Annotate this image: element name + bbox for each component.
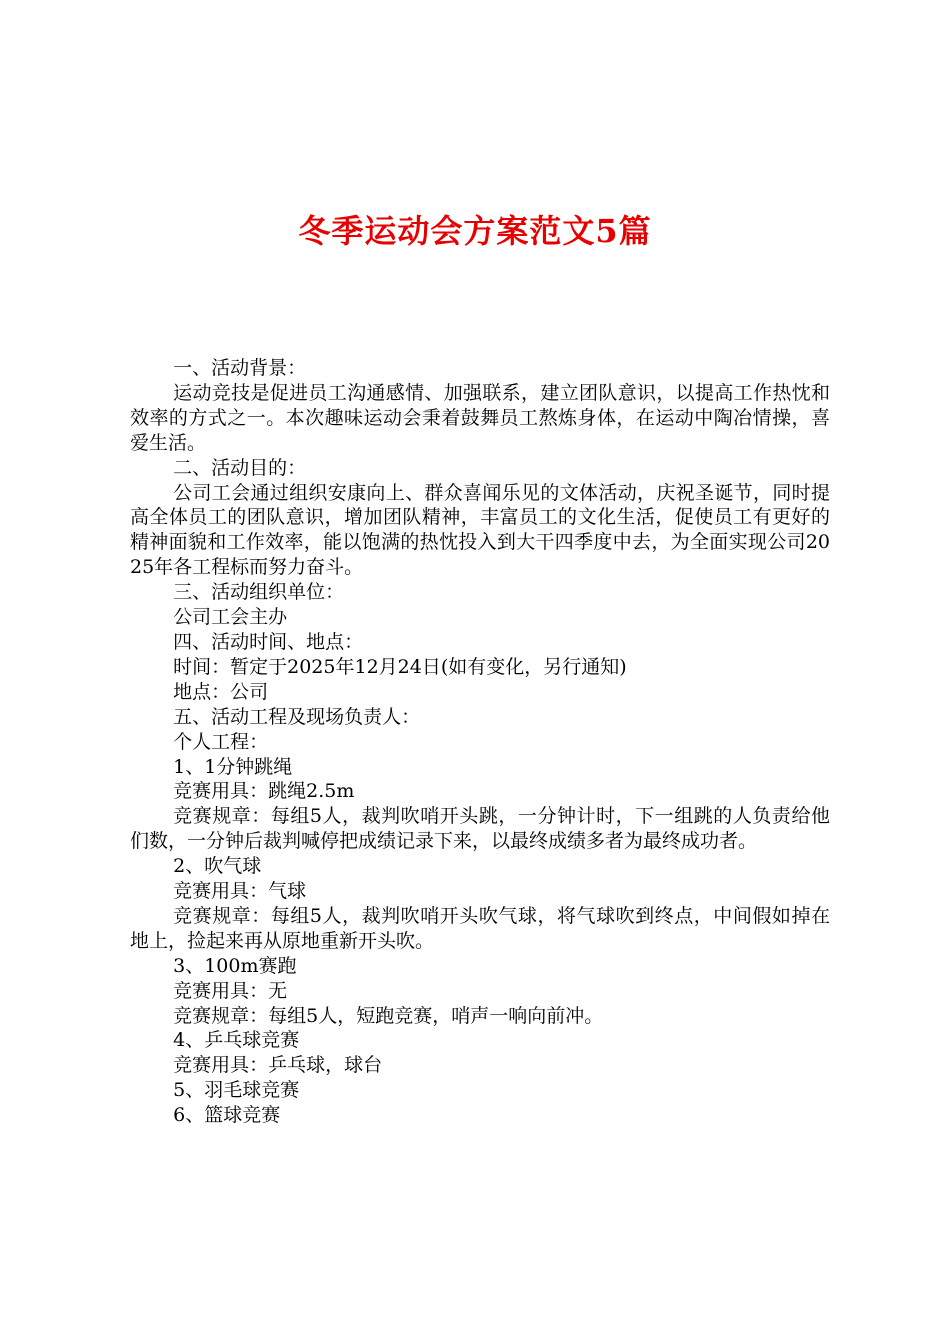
paragraph: 竞赛用具：气球 [173, 880, 307, 903]
paragraph: 竞赛规章：每组5人，裁判吹哨开头跳，一分钟计时，下一组跳的人负责给他们数，一分钟后裁判喊停把成绩记录下来，以最终成绩多者为最终成功者。 [130, 805, 830, 853]
paragraph: 竞赛规章：每组5人，裁判吹哨开头吹气球，将气球吹到终点，中间假如掉在地上，捡起来再从原地重新开头吹。 [130, 904, 830, 952]
paragraph: 公司工会主办 [173, 606, 288, 629]
paragraph: 五、活动工程及现场负责人： [173, 705, 421, 728]
paragraph: 运动竞技是促进员工沟通感情、加强联系，建立团队意识，以提高工作热忱和效率的方式之一。本次趣味运动会秉着鼓舞员工熬炼身体，在运动中陶冶情操，喜爱生活。 [130, 381, 830, 454]
paragraph: 竞赛用具：乒乓球，球台 [173, 1054, 383, 1077]
paragraph: 三、活动组织单位： [173, 581, 345, 604]
paragraph: 四、活动时间、地点： [173, 630, 364, 653]
paragraph: 3、100m赛跑 [173, 954, 297, 977]
paragraph: 二、活动目的： [173, 456, 307, 479]
paragraph: 2、吹气球 [173, 855, 262, 878]
paragraph: 地点：公司 [173, 680, 269, 703]
paragraph: 6、篮球竞赛 [173, 1104, 281, 1127]
document-body [130, 356, 830, 1128]
paragraph: 个人工程： [173, 730, 269, 753]
paragraph: 5、羽毛球竞赛 [173, 1079, 300, 1102]
paragraph: 竞赛用具：无 [173, 979, 288, 1002]
paragraph: 竞赛用具：跳绳2.5m [173, 780, 355, 803]
document-title: 冬季运动会方案范文5篇 [298, 212, 652, 250]
paragraph: 公司工会通过组织安康向上、群众喜闻乐见的文体活动，庆祝圣诞节，同时提高全体员工的团队意识，增加团队精神，丰富员工的文化生活，促使员工有更好的精神面貌和工作效率，能以饱满的热忱投入到大干四季度中去，为全面实现公司2025年各工程标而努力奋斗。 [130, 481, 830, 579]
paragraph: 4、乒乓球竞赛 [173, 1029, 300, 1052]
paragraph: 1、1分钟跳绳 [173, 755, 293, 778]
paragraph: 竞赛规章：每组5人，短跑竞赛，哨声一响向前冲。 [173, 1004, 604, 1027]
paragraph: 时间：暂定于2025年12月24日(如有变化，另行通知) [173, 655, 627, 678]
paragraph: 一、活动背景： [173, 357, 307, 379]
